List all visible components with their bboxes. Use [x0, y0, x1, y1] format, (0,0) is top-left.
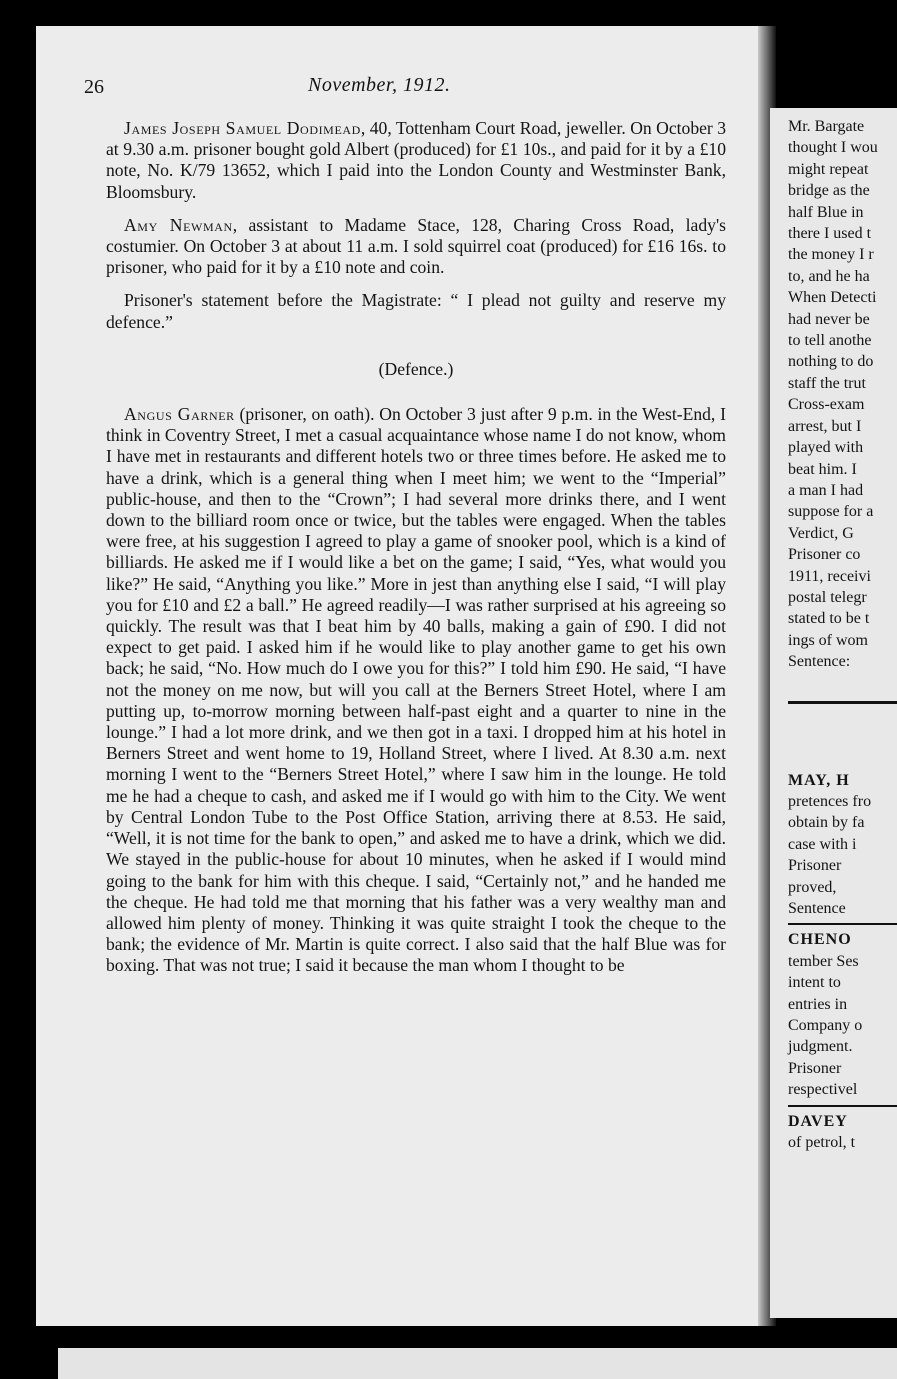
right-page-line: Company o — [788, 1017, 863, 1035]
right-page-line: CHENO — [788, 931, 852, 949]
right-page-line: ings of wom — [788, 631, 868, 649]
right-page-line: obtain by fa — [788, 814, 865, 832]
header-title: November, 1912. — [308, 74, 451, 96]
witness-text: , 40, Tottenham Court Road, jeweller. On October 3 at 9.30 a.m. prisoner bought gold Albert (produced) for £1 10s., and paid for it by a £10 note, No. K/79 13652, which I paid into the London County and Westminster Bank, Bloomsbury. — [106, 118, 726, 202]
defendant-name: Angus Garner — [124, 404, 235, 425]
section-rule — [788, 923, 897, 925]
right-page-line: there I used t — [788, 225, 872, 243]
text-column — [106, 118, 726, 989]
right-page-line: pretences fro — [788, 792, 872, 810]
right-lines-block — [788, 116, 897, 673]
right-page-line: thought I wou — [788, 139, 878, 157]
section-rule — [788, 701, 897, 704]
right-page-line: proved, — [788, 878, 837, 896]
right-page-line: the money I r — [788, 246, 874, 264]
right-lines-block — [788, 770, 897, 920]
defence-paragraph — [106, 404, 726, 976]
right-page-line: Prisoner — [788, 1059, 842, 1077]
right-page-line: Sentence: — [788, 653, 851, 671]
right-page-line: Cross-exam — [788, 396, 865, 414]
right-page-line: 1911, receivi — [788, 567, 871, 585]
right-page-text — [788, 116, 897, 1153]
right-page-line: postal telegr — [788, 588, 867, 606]
right-page-line: Prisoner — [788, 857, 842, 875]
section-rule — [788, 1105, 897, 1107]
right-page-line: Sentence — [788, 900, 846, 917]
right-page-line: Prisoner co — [788, 546, 861, 564]
right-page-line: arrest, but I — [788, 417, 862, 435]
defence-heading: (Defence.) — [378, 358, 454, 379]
next-page-edge — [58, 1348, 897, 1379]
right-page-line: nothing to do — [788, 353, 874, 371]
right-page-line: might repeat — [788, 160, 869, 178]
right-page-line: staff the trut — [788, 374, 866, 392]
right-page-line: bridge as the — [788, 182, 870, 200]
witness-name: Amy Newman — [124, 214, 233, 235]
witness-paragraph — [106, 118, 726, 203]
right-page-line: to tell anothe — [788, 332, 872, 350]
witness-name: James Joseph Samuel Dodimead — [124, 118, 361, 138]
right-page-line: tember Ses — [788, 952, 859, 970]
right-lines-block — [788, 1111, 897, 1154]
right-page-line: MAY, H — [788, 771, 850, 789]
right-page-line: judgment. — [788, 1038, 853, 1056]
right-page-line: a man I had — [788, 481, 864, 499]
right-page-line: respectivel — [788, 1081, 858, 1099]
right-page-line: suppose for a — [788, 503, 874, 521]
right-page-line: stated to be t — [788, 610, 870, 628]
right-page-line: DAVEY — [788, 1112, 848, 1130]
right-page-line: case with i — [788, 835, 857, 853]
right-page-line: Mr. Bargate — [788, 118, 865, 135]
right-page-line: entries in — [788, 995, 848, 1013]
right-page-line: half Blue in — [788, 203, 864, 221]
statement-text: Prisoner's statement before the Magistrate: “ I plead not guilty and reserve my defence.” — [106, 290, 726, 332]
right-page-line: to, and he ha — [788, 267, 870, 285]
statement-paragraph — [106, 290, 726, 332]
right-page-line: intent to — [788, 974, 841, 992]
defence-text: (prisoner, on oath). On October 3 just after 9 p.m. in the West-End, I think in Coventry Street, I met a casual acquaintance whose name I do not know, whom I have met in restaurants and different hotels two or three times before. He asked me to have a drink, which is a general thing when I meet him; we went to the “Imperial” public-house, and then to the “Crown”; I had several more drinks there, and I went down to the billiard room once or twice, but the tables were engaged. When the tables were free, at his suggestion I agreed to play a game of snooker pool, which is a kind of billiards. He asked me if I would like a bet on the game; I said, “Yes, what would you like?” He said, “Anything you like.” More in jest than anything else I said, “I will play you for £10 and £2 a ball.” He agreed readily—I was rather surprised at his agreeing so quickly. The result was that I beat him by 40 balls, making a gain of £90. I did not expect to get paid. I asked him if he would like to play another game to get his own back; he said, “No. How much do I owe you for this?” I told him £90. He said, “I have not the money on me now, but will you call at the Berners Street Hotel, where I am putting up, to-morrow morning between half-past eight and a quarter to nine in the lounge.” I had a lot more drink, and we then got in a taxi. I dropped him at his hotel in Berners Street and went home to 19, Holland Street, where I lived. At 8.30 a.m. next morning I went to the “Berners Street Hotel,” where I saw him in the lounge. He told me he had a cheque to cash, and asked me if I would go with him to the City. We went by Central London Tube to the Post Office Station, arriving there at 8.53. He said, “Well, it is not time for the bank to open,” and asked me to have a drink, which we did. We stayed in the public-house for about 10 minutes, when he asked if I would mind going to the bank for him with this cheque. I said, “Certainly not,” and he handed me the cheque. He had told me that morning that his father was a very wealthy man and allowed him plenty of money. Thinking it was quite straight I took the cheque to the bank; the evidence of Mr. Martin is quite correct. I also said that the half Blue was for boxing. That was not true; I said it because the man whom I thought to be — [106, 404, 726, 976]
right-page-line: of petrol, t — [788, 1134, 856, 1152]
page-number: 26 — [84, 76, 104, 98]
right-page-line: had never be — [788, 310, 870, 328]
right-page-line: Verdict, G — [788, 524, 854, 542]
right-page-strip — [770, 108, 897, 1318]
right-page-line: When Detecti — [788, 289, 877, 307]
witness-text: , assistant to Madame Stace, 128, Charing Cross Road, lady's costumier. On October 3 at about 11 a.m. I sold squirrel coat (produced) for £16 16s. to prisoner, who paid for it by a £10 note and coin. — [106, 214, 726, 278]
running-header — [84, 60, 724, 98]
witness-paragraph — [106, 215, 726, 279]
right-page-line: played with — [788, 439, 864, 457]
right-page-line: beat him. I — [788, 460, 857, 478]
right-lines-block — [788, 929, 897, 1100]
